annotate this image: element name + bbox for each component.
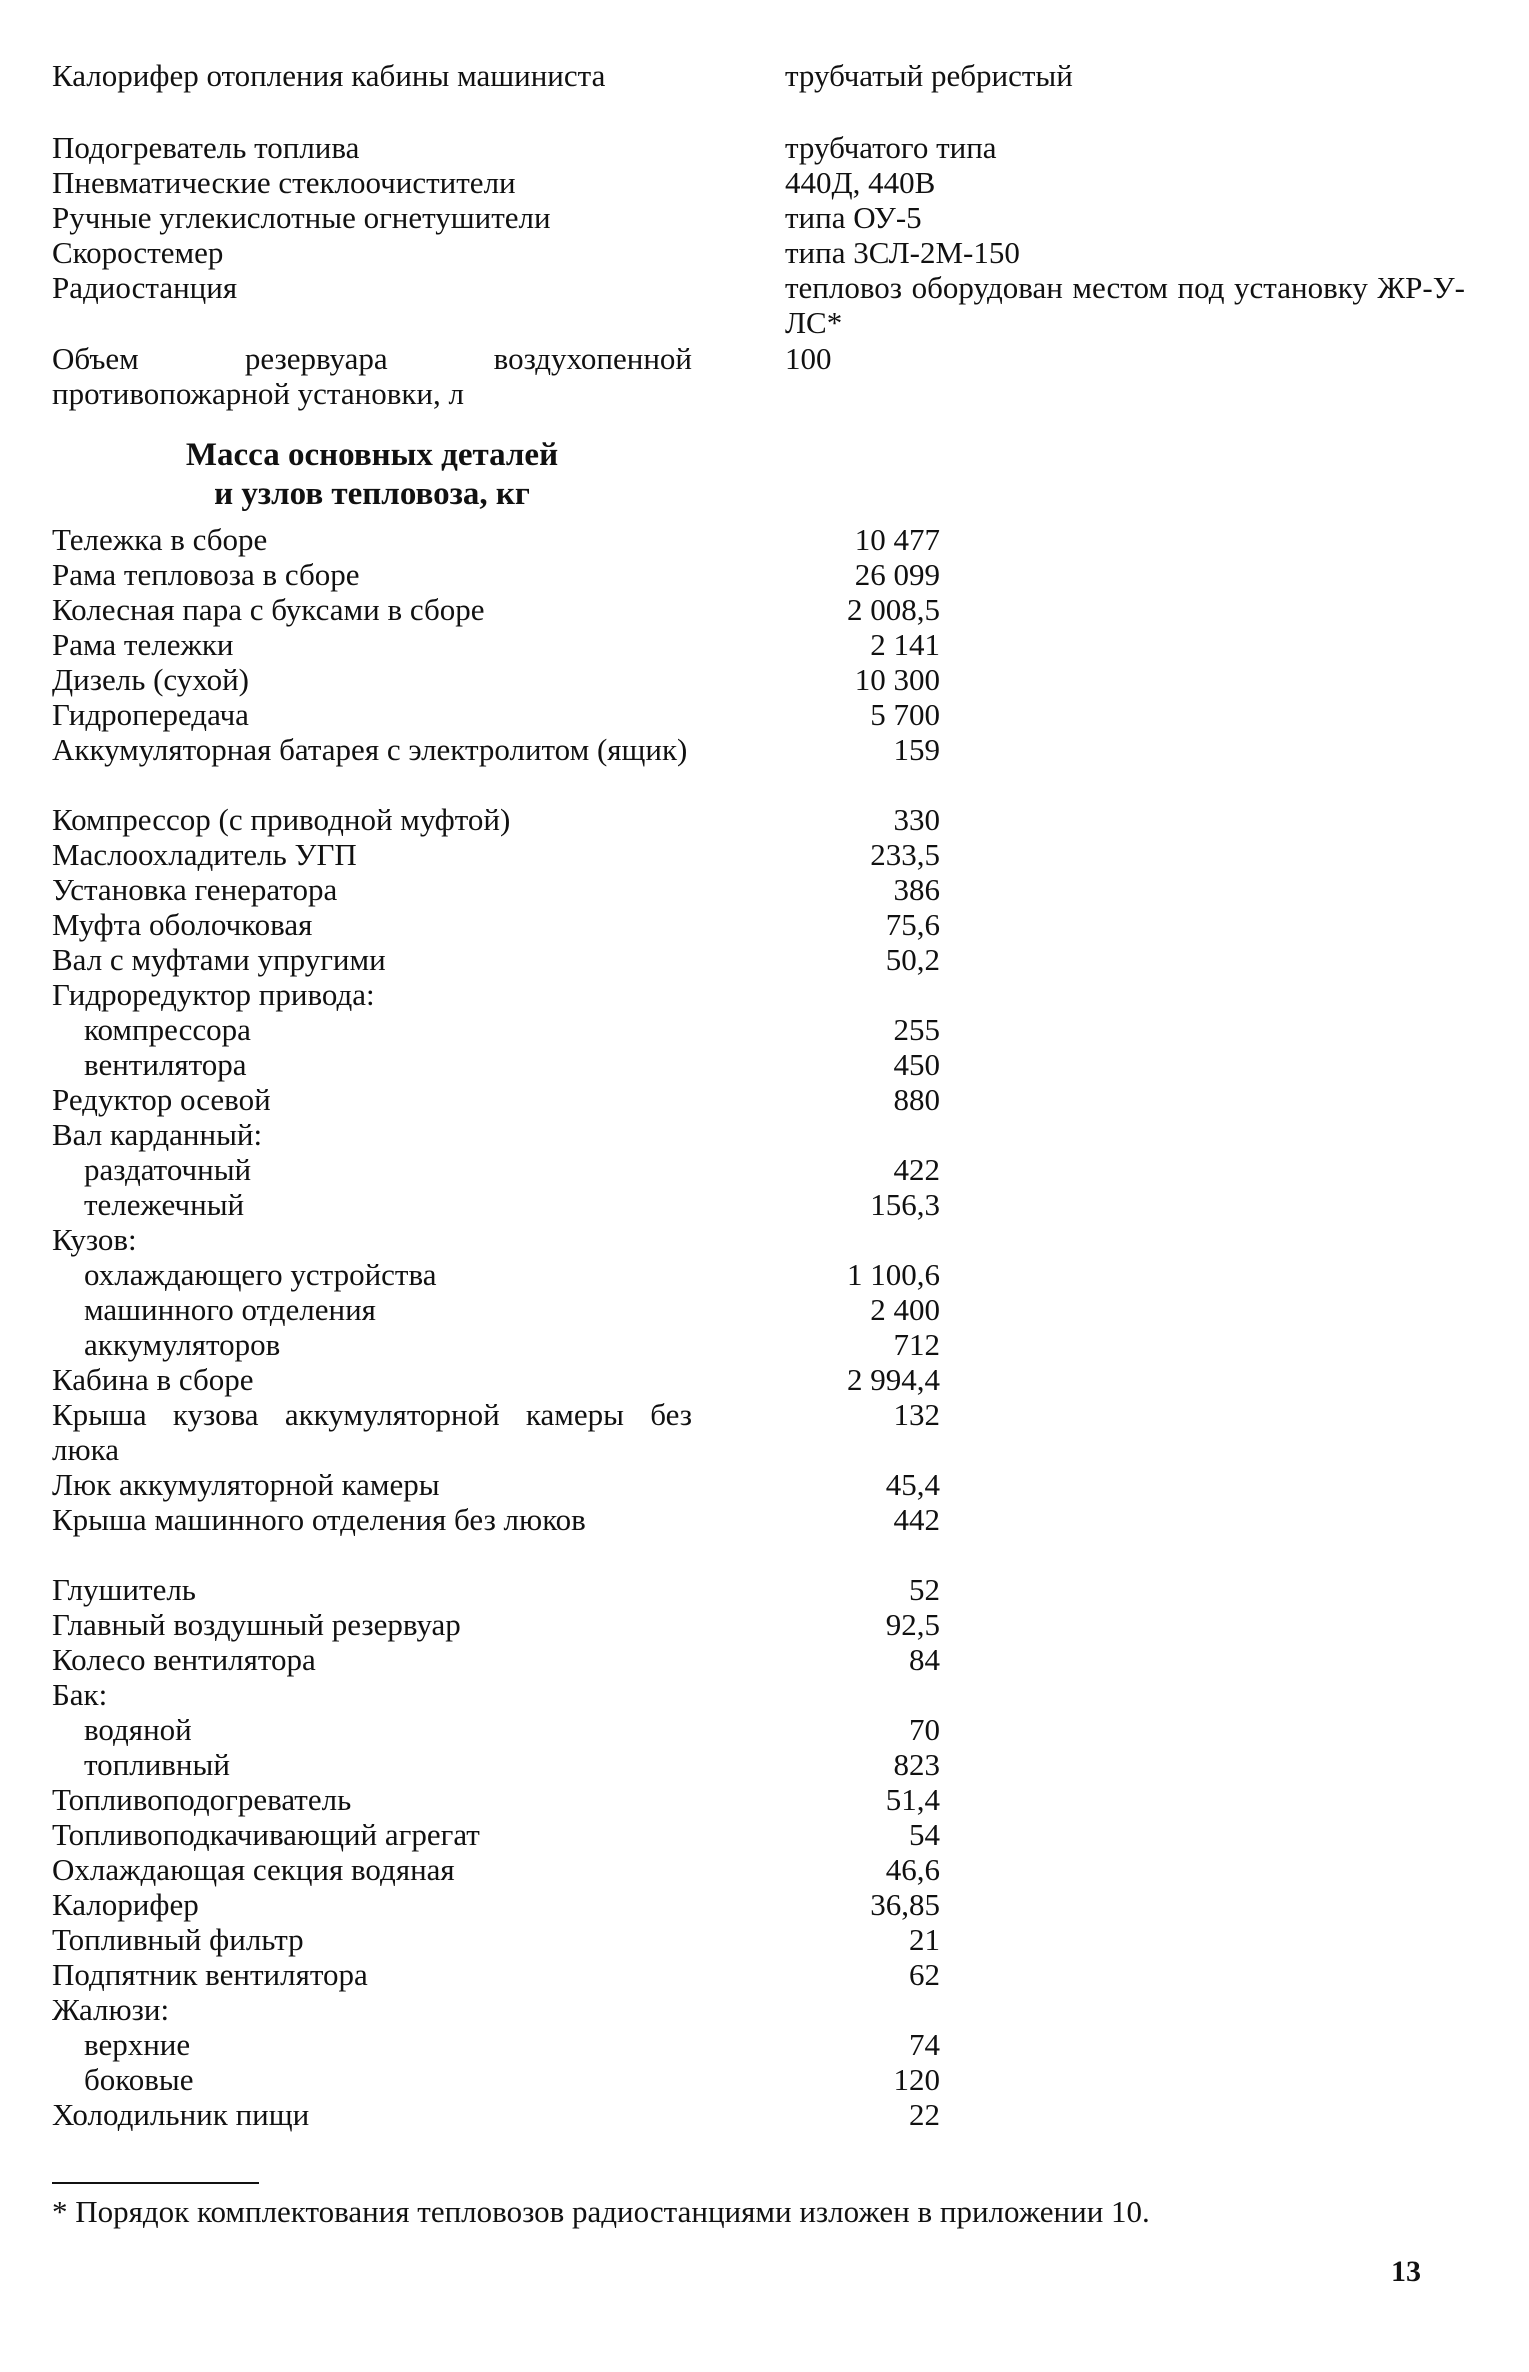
mass-item-value: 823 [893,1747,940,1782]
spec-label: Объем резервуара воздухопенной противопожарной установки, л [52,341,692,411]
mass-sub-item-label: аккумуляторов [84,1327,281,1362]
mass-item-label: Топливоподкачивающий агрегат [52,1817,480,1852]
mass-item-label: Охлаждающая секция водяная [52,1852,455,1887]
mass-item-value: 75,6 [885,907,940,942]
mass-item-label: Крыша кузова аккумуляторной камеры без люка [52,1397,692,1467]
mass-item-value: 386 [893,872,940,907]
mass-item-label: Топливный фильтр [52,1922,304,1957]
mass-item-value: 70 [909,1712,940,1747]
mass-sub-item-label: боковые [84,2062,194,2097]
mass-item-value: 132 [893,1397,940,1432]
mass-sub-item-label: вентилятора [84,1047,247,1082]
mass-item-label: Установка генератора [52,872,338,907]
mass-item-label: Гидропередача [52,697,249,732]
mass-item-label: Жалюзи: [52,1992,170,2027]
spec-value: трубчатого типа [785,130,997,165]
mass-item-label: Топливоподогреватель [52,1782,352,1817]
mass-item-value: 712 [893,1327,940,1362]
mass-item-value: 330 [893,802,940,837]
mass-sub-item-label: топливный [84,1747,230,1782]
mass-item-label: Подпятник вентилятора [52,1957,368,1992]
mass-item-value: 2 994,4 [847,1362,940,1397]
mass-item-label: Муфта оболочковая [52,907,313,942]
mass-item-value: 21 [909,1922,940,1957]
spec-value: 100 [785,341,832,376]
mass-item-value: 156,3 [870,1187,940,1222]
spec-value: 440Д, 440В [785,165,936,200]
spec-value: типа 3СЛ-2М-150 [785,235,1020,270]
mass-item-value: 26 099 [854,557,940,592]
mass-item-value: 2 008,5 [847,592,940,627]
mass-sub-item-label: компрессора [84,1012,251,1047]
mass-item-value: 10 300 [854,662,940,697]
mass-item-value: 5 700 [870,697,940,732]
mass-item-value: 62 [909,1957,940,1992]
spec-label: Скоростемер [52,235,224,270]
mass-item-value: 74 [909,2027,940,2062]
mass-item-value: 255 [893,1012,940,1047]
mass-item-value: 50,2 [885,942,940,977]
mass-item-label: Главный воздушный резервуар [52,1607,461,1642]
mass-sub-item-label: охлаждающего устройства [84,1257,437,1292]
mass-sub-item-label: тележечный [84,1187,245,1222]
page-number: 13 [1391,2255,1421,2288]
mass-item-value: 450 [893,1047,940,1082]
section-heading [52,436,692,514]
mass-item-value: 159 [893,732,940,767]
section-heading-line1: Масса основных деталей [185,437,559,473]
mass-item-label: Маслоохладитель УГП [52,837,357,872]
mass-item-value: 120 [893,2062,940,2097]
mass-sub-item-label: машинного отделения [84,1292,376,1327]
spec-value: трубчатый ребристый [785,58,1073,93]
mass-item-value: 1 100,6 [847,1257,940,1292]
mass-item-label: Калорифер [52,1887,199,1922]
spec-value: типа ОУ-5 [785,200,922,235]
mass-item-value: 22 [909,2097,940,2132]
mass-item-value: 52 [909,1572,940,1607]
mass-item-value: 2 141 [870,627,940,662]
mass-item-label: Редуктор осевой [52,1082,271,1117]
mass-item-value: 45,4 [885,1467,940,1502]
mass-item-label: Люк аккумуляторной камеры [52,1467,440,1502]
mass-item-label: Рама тепловоза в сборе [52,557,360,592]
mass-item-label: Кабина в сборе [52,1362,254,1397]
mass-item-value: 54 [909,1817,940,1852]
mass-item-value: 880 [893,1082,940,1117]
mass-item-label: Кузов: [52,1222,137,1257]
section-heading-line2: и узлов тепловоза, кг [214,476,530,512]
mass-item-value: 36,85 [870,1887,940,1922]
mass-item-label: Крыша машинного отделения без люков [52,1502,586,1537]
spec-label: Ручные углекислотные огнетушители [52,200,551,235]
mass-item-label: Вал карданный: [52,1117,263,1152]
mass-item-value: 233,5 [870,837,940,872]
mass-item-label: Рама тележки [52,627,234,662]
mass-item-value: 2 400 [870,1292,940,1327]
mass-item-label: Бак: [52,1677,108,1712]
mass-sub-item-label: верхние [84,2027,191,2062]
footnote: * Порядок комплектования тепловозов радиостанциями изложен в приложении 10. [52,2194,1150,2229]
mass-item-value: 92,5 [885,1607,940,1642]
mass-sub-item-label: водяной [84,1712,192,1747]
mass-item-label: Тележка в сборе [52,522,268,557]
mass-item-value: 442 [893,1502,940,1537]
mass-sub-item-label: раздаточный [84,1152,252,1187]
mass-item-value: 46,6 [885,1852,940,1887]
mass-item-label: Аккумуляторная батарея с электролитом (ящик) [52,732,688,767]
mass-item-label: Колесо вентилятора [52,1642,316,1677]
mass-item-value: 422 [893,1152,940,1187]
spec-label: Подогреватель топлива [52,130,360,165]
mass-item-label: Гидроредуктор привода: [52,977,375,1012]
mass-item-value: 10 477 [854,522,940,557]
mass-item-label: Компрессор (с приводной муфтой) [52,802,511,837]
mass-item-value: 84 [909,1642,940,1677]
spec-value: тепловоз оборудован местом под установку ЖР-У-ЛС* [785,270,1465,340]
mass-item-label: Колесная пара с буксами в сборе [52,592,485,627]
mass-item-label: Дизель (сухой) [52,662,250,697]
footnote-divider [52,2182,259,2184]
mass-item-value: 51,4 [885,1782,940,1817]
spec-label: Радиостанция [52,270,238,305]
mass-item-label: Холодильник пищи [52,2097,310,2132]
mass-item-label: Глушитель [52,1572,196,1607]
spec-label: Пневматические стеклоочистители [52,165,516,200]
spec-label: Калорифер отопления кабины машиниста [52,58,606,93]
mass-item-label: Вал с муфтами упругими [52,942,386,977]
